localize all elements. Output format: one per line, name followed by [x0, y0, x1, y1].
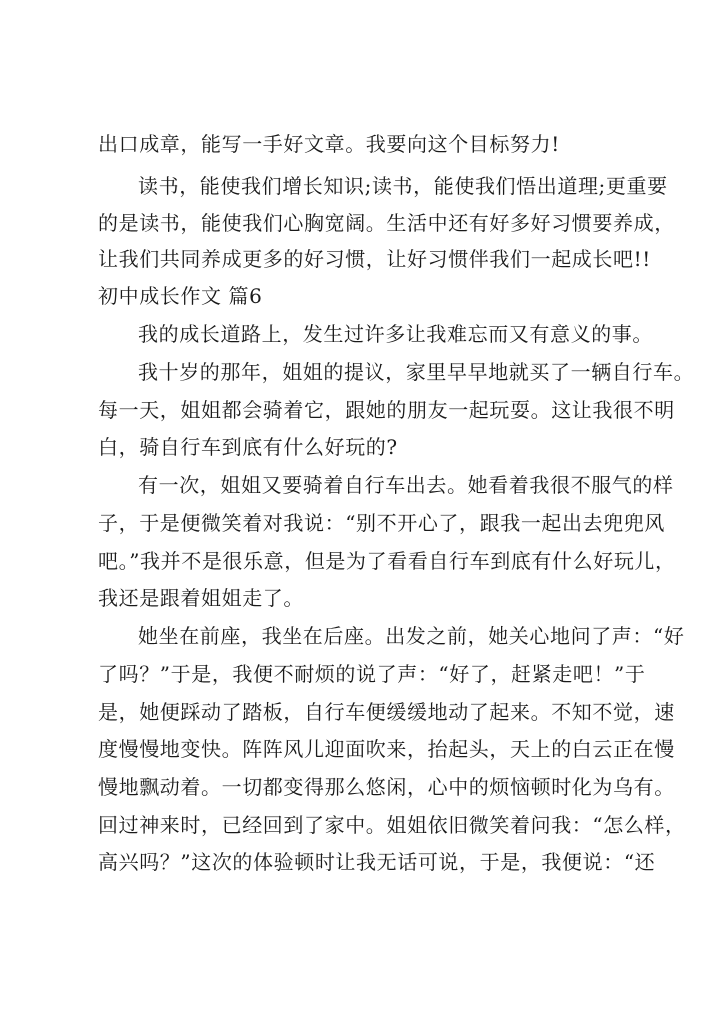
text-line: 她坐在前座，我坐在后座。出发之前，她关心地问了声：“好: [138, 624, 685, 648]
text-line: 高兴吗？”这次的体验顿时让我无话可说，于是，我便说：“还: [98, 850, 656, 874]
text-line: 我还是跟着姐姐走了。: [98, 586, 304, 610]
text-line: 有一次，姐姐又要骑着自行车出去。她看着我很不服气的样: [138, 473, 674, 497]
text-line: 我十岁的那年，姐姐的提议，家里早早地就买了一辆自行车。: [138, 360, 695, 384]
text-line: 读书，能使我们增长知识;读书，能使我们悟出道理;更重要: [138, 174, 668, 198]
text-line: 我的成长道路上，发生过许多让我难忘而又有意义的事。: [138, 322, 653, 346]
text-line: 吧。”我并不是很乐意，但是为了看看自行车到底有什么好玩儿，: [98, 549, 676, 573]
text-line: 度慢慢地变快。阵阵风儿迎面吹来，抬起头，天上的白云正在慢: [98, 737, 675, 761]
text-line: 慢地飘动着。一切都变得那么悠闲，心中的烦恼顿时化为乌有。: [98, 775, 675, 799]
text-line: 了吗？”于是，我便不耐烦的说了声：“好了，赶紧走吧！”于: [98, 662, 646, 686]
text-line: 的是读书，能使我们心胸宽阔。生活中还有好多好习惯要养成，: [98, 211, 675, 235]
text-line: 每一天，姐姐都会骑着它，跟她的朋友一起玩耍。这让我很不明: [98, 398, 675, 422]
text-line: 子，于是便微笑着对我说：“别不开心了，跟我一起出去兜兜风: [98, 511, 666, 535]
section-heading: 初中成长作文 篇6: [98, 284, 263, 308]
text-line: 回过神来时，已经回到了家中。姐姐依旧微笑着问我：“怎么样，: [98, 813, 686, 837]
text-line: 出口成章，能写一手好文章。我要向这个目标努力!: [98, 132, 560, 156]
text-line: 是，她便踩动了踏板，自行车便缓缓地动了起来。不知不觉，速: [98, 700, 675, 724]
text-line: 让我们共同养成更多的好习惯，让好习惯伴我们一起成长吧!!: [98, 247, 651, 271]
text-line: 白，骑自行车到底有什么好玩的?: [98, 435, 398, 459]
